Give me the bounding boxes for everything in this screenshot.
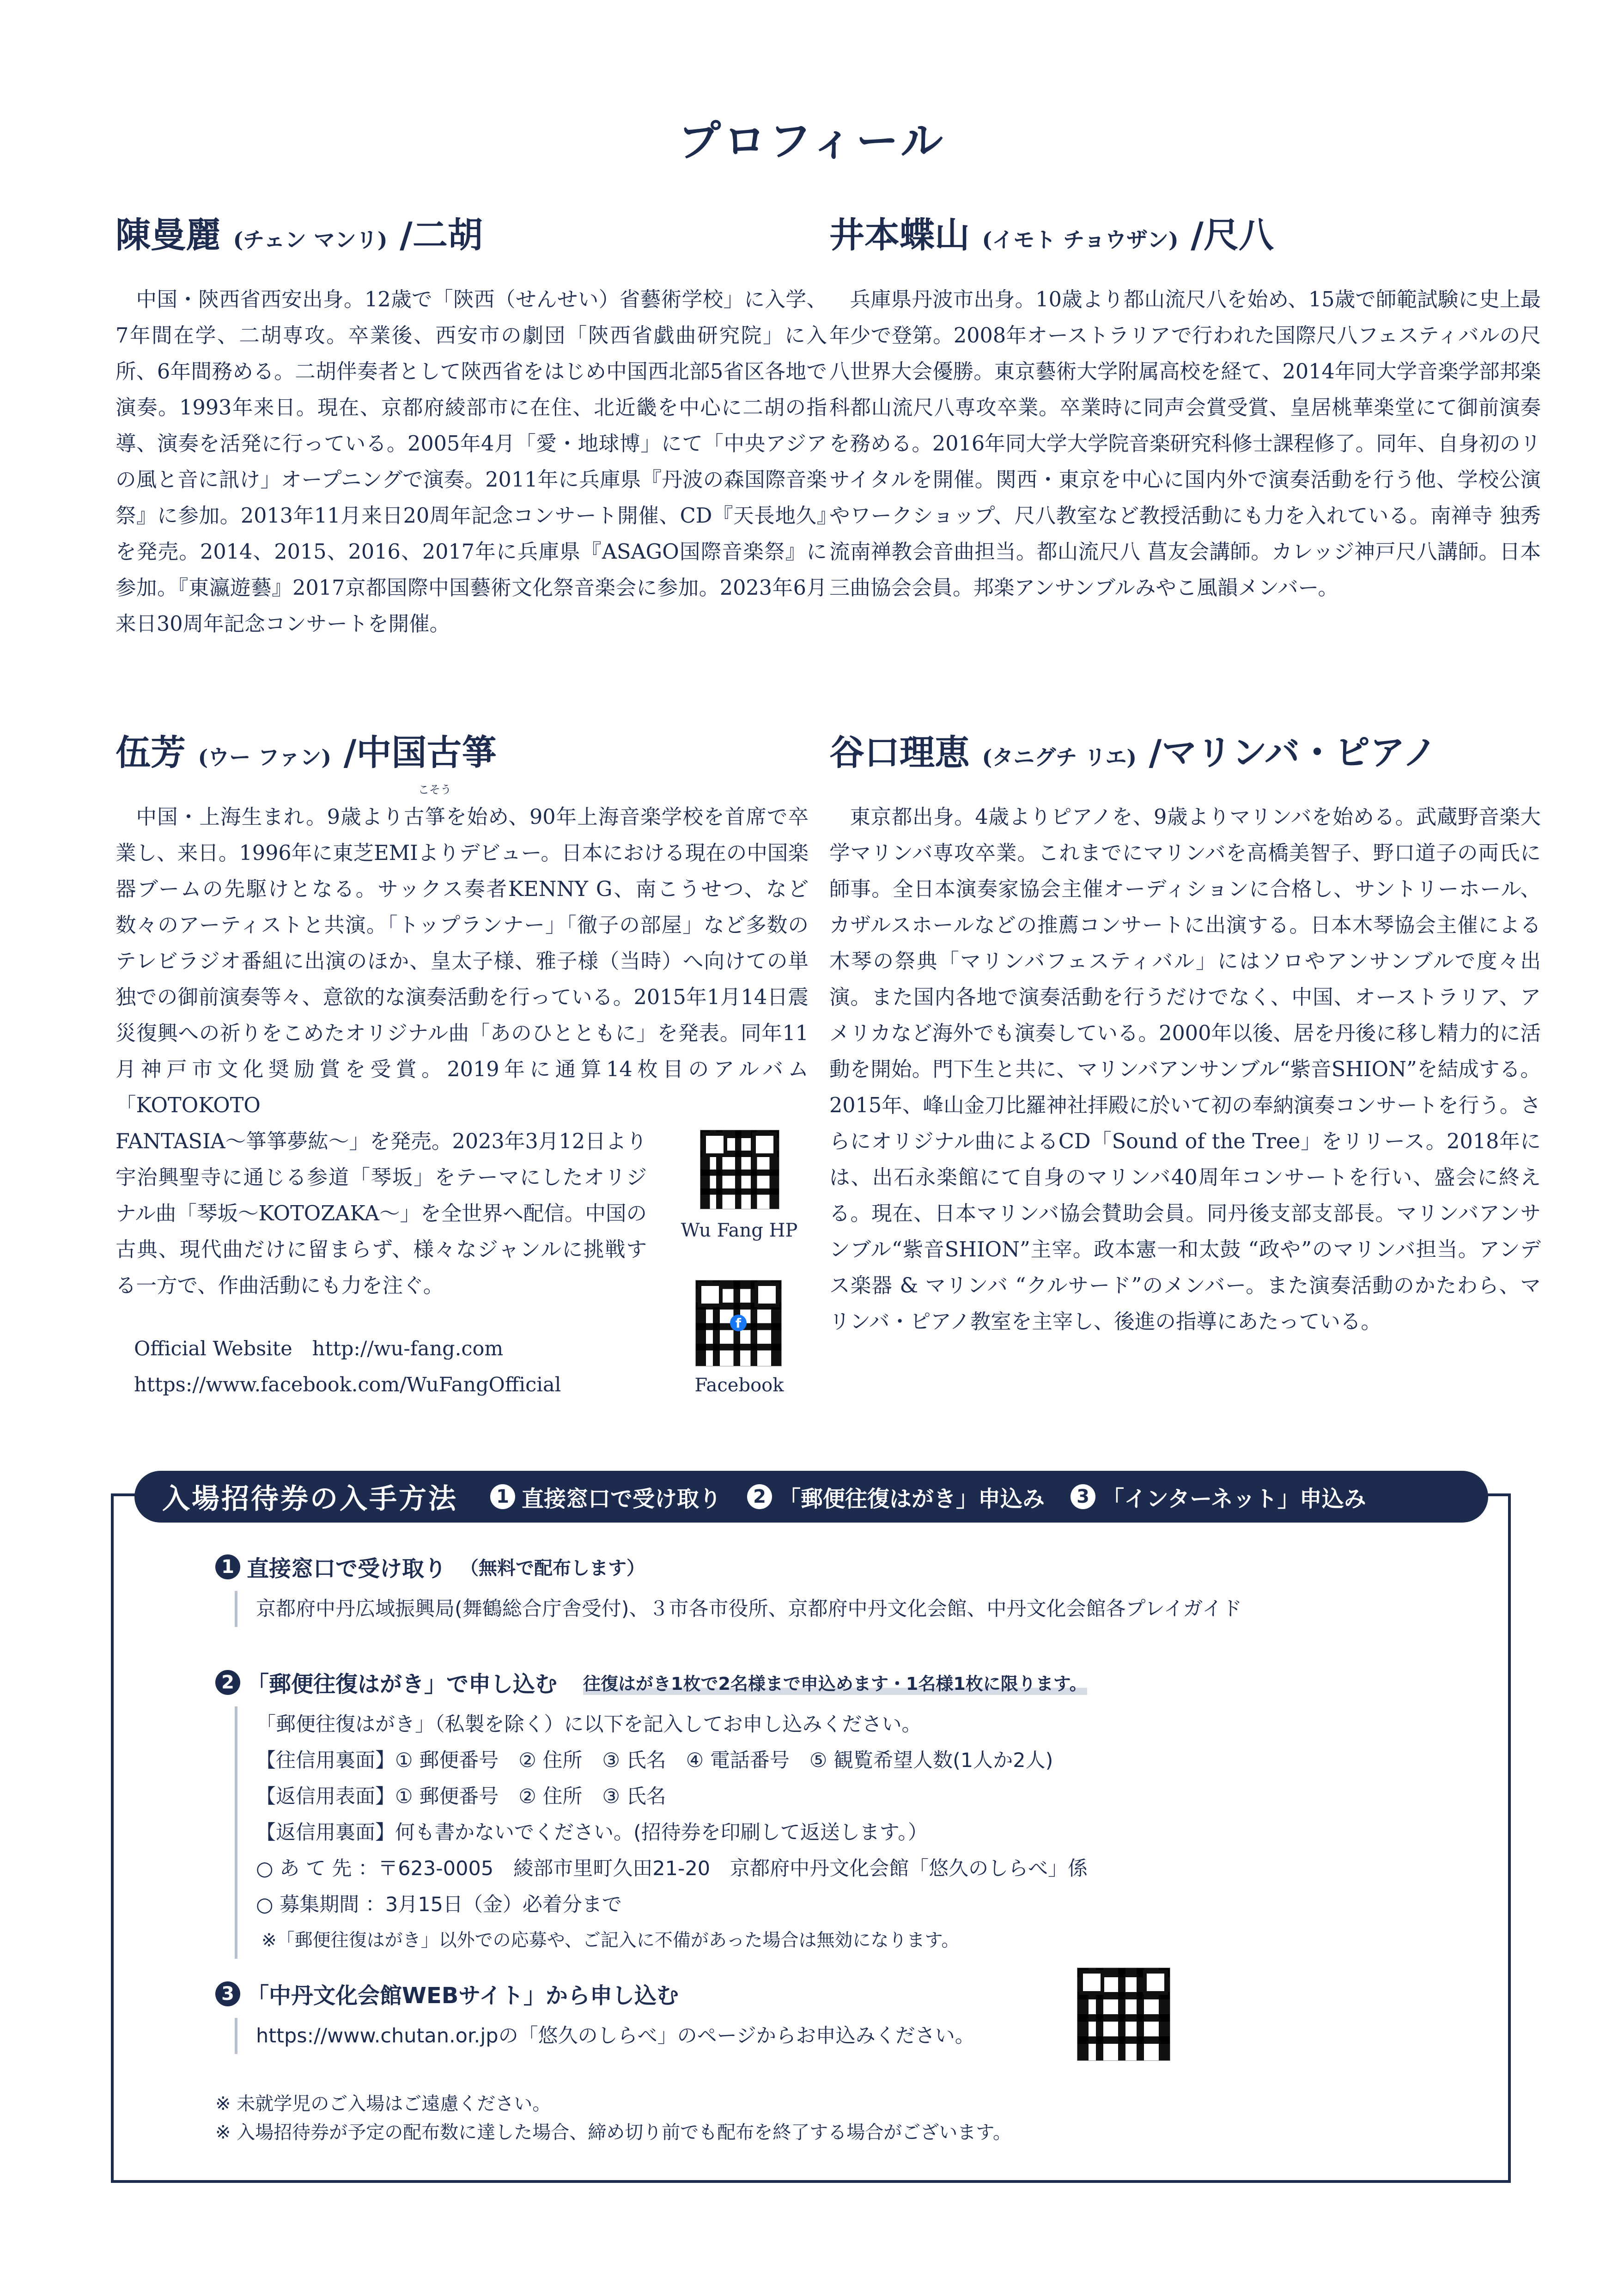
- section-title: 「郵便往復はがき」で申し込む: [247, 1671, 558, 1697]
- section-number: 2: [215, 1670, 240, 1695]
- name-text: 陳曼麗: [116, 214, 221, 256]
- profile-taniguchi-rie: [829, 732, 1541, 1340]
- deadline-line: ○ 募集期間 ：3月15日（金）必着分まで: [256, 1893, 622, 1916]
- section-number: 3: [215, 1981, 240, 2006]
- profile-bio: 兵庫県丹波市出身。10歳より都山流尺八を始め、15歳で師範試験に史上最年少で登第。2008年オーストラリアで行われた国際尺八フェスティバルの尺八世界大会優勝。東京藝術大学附属高校を経て、2014年同大学音楽学部邦楽科都山流尺八専攻卒業。卒業時に同声会賞受賞、皇居桃華楽堂にて御前演奏を務める。2016年同大学大学院音楽研究科修士課程修了。同年、自身初のリサイタルを開催。関西・東京を中心に国内外で演奏活動を行う他、学校公演やワークショップ、尺八教室など教授活動にも力を入れている。南禅寺 独秀流南禅教会音曲担当。都山流尺八 菖友会講師。カレッジ神戸尺八講師。日本三曲協会会員。邦楽アンサンブルみやこ風韻メンバー。: [829, 288, 1541, 600]
- name-text: 伍芳: [116, 732, 186, 773]
- profile-bio: 中国・陝西省西安出身。12歳で「陝西（せんせい）省藝術学校」に入学、7年間在学、二胡専攻。卒業後、西安市の劇団「陝西省戯曲研究院」に入所、6年間務める。二胡伴奏者として陝西省をはじめ中国西北部5省区各地で演奏。1993年来日。現在、京都府綾部市に在住、北近畿を中心に二胡の指導、演奏を活発に行っている。2005年4月「愛・地球博」にて「中央アジアの風と音に訊け」オープニングで演奏。2011年に兵庫県『丹波の森国際音楽祭』に参加。2013年11月来日20周年記念コンサート開催、CD『天長地久』を発売。2014、2015、2016、2017年に兵庫県『ASAGO国際音楽祭』に参加。『東瀛遊藝』2017京都国際中国藝術文化祭音楽会に参加。2023年6月来日30周年記念コンサートを開催。: [116, 288, 827, 636]
- footnote: ※ 未就学児のご入場はご遠慮ください。: [215, 2093, 551, 2114]
- name-reading: (チェン マンリ): [233, 227, 388, 252]
- instrument-role: /マリンバ・ピアノ: [1149, 732, 1437, 773]
- distribution-places: 京都府中丹広域振興局(舞鶴総合庁舎受付)、３市各市役所、京都府中丹文化会館、中丹文化会館各プレイガイド: [256, 1597, 1242, 1621]
- section-web: [215, 1978, 975, 2054]
- section-note: （無料で配布します）: [460, 1558, 645, 1579]
- section-heading: [215, 1551, 1242, 1583]
- name-text: 谷口理恵: [829, 732, 970, 773]
- profile-chen-manli: [116, 215, 827, 642]
- ruby-kosou: こそう: [418, 783, 451, 796]
- instruction-line: 【返信用表面】① 郵便番号 ② 住所 ③ 氏名: [256, 1785, 666, 1808]
- instrument-role: /二胡: [400, 214, 483, 256]
- wu-fang-facebook-qr-icon[interactable]: [695, 1280, 782, 1366]
- banner-step-1: [490, 1481, 721, 1513]
- section-title: 直接窓口で受け取り: [247, 1556, 447, 1582]
- chutan-web-qr-icon[interactable]: [1077, 1968, 1170, 2061]
- profile-name: [829, 215, 1541, 255]
- profile-imoto-chozan: [829, 215, 1541, 606]
- footnotes: [215, 2090, 1011, 2147]
- profile-bio-continued: FANTASIA〜箏箏夢紘〜」を発売。2023年3月12日より宇治興聖寺に通じる参道「琴坂」をテーマにしたオリジナル曲「琴坂〜KOTOZAKA〜」を全世界へ配信。中国の古典、現代曲だけに留まらず、様々なジャンルに挑戦する一方で、作曲活動にも力を注ぐ。: [116, 1130, 647, 1298]
- section-counter: [215, 1551, 1242, 1627]
- profile-bio: 中国・上海生まれ。9歳より古箏を始め、90年上海音楽学校を首席で卒業し、来日。1996年に東芝EMIよりデビュー。日本における現在の中国楽器ブームの先駆けとなる。サックス奏者KENNY G、南こうせつ、など数々のアーティストと共演。「トップランナー」「徹子の部屋」など多数のテレビラジオ番組に出演のほか、皇太子様、雅子様（当時）へ向けての単独での御前演奏等々、意欲的な演奏活動を行っている。2015年1月14日震災復興への祈りをこめたオリジナル曲「あのひとともに」を発表。同年11月神戸市文化奨励賞を受賞。2019年に通算14枚目のアルバム「KOTOKOTO: [116, 805, 809, 1118]
- section-number: 1: [215, 1554, 240, 1579]
- instruction-line: 「郵便往復はがき」（私製を除く）に以下を記入してお申し込みください。: [256, 1713, 922, 1736]
- section-heading: [215, 1978, 975, 2010]
- banner-step-3: [1071, 1481, 1366, 1513]
- facebook-icon: f: [730, 1315, 747, 1331]
- step-number-2: 2: [747, 1484, 772, 1509]
- profile-name: [116, 215, 827, 255]
- section-body: [235, 1706, 1088, 1959]
- profile-name: [116, 732, 809, 773]
- step-number-3: 3: [1071, 1484, 1095, 1509]
- profile-name: [829, 732, 1541, 773]
- qr-hp-label: Wu Fang HP: [681, 1220, 798, 1241]
- qr-fb-label: Facebook: [694, 1375, 784, 1396]
- step-label: 直接窓口で受け取り: [522, 1486, 722, 1512]
- step-number-1: 1: [490, 1484, 515, 1509]
- warning-line: ※「郵便往復はがき」以外での応募や、ご記入に不備があった場合は無効になります。: [262, 1930, 960, 1951]
- name-reading: (ウー ファン): [198, 745, 332, 770]
- section-body: [235, 2018, 975, 2054]
- profile-wu-fang: [116, 732, 809, 1304]
- web-url-line[interactable]: https://www.chutan.or.jpの「悠久のしらべ」のページからお申込みください。: [256, 2024, 975, 2047]
- section-body: [235, 1591, 1242, 1627]
- wu-fang-links: [134, 1331, 561, 1403]
- instruction-line: 【返信用裏面】何も書かないでください。(招待券を印刷して返送します。）: [256, 1821, 928, 1844]
- official-website-link[interactable]: Official Website http://wu-fang.com: [134, 1337, 504, 1360]
- section-title: 「中丹文化会館WEBサイト」から申し込む: [247, 1983, 679, 2009]
- section-note: 往復はがき1枚で2名様まで申込めます・1名様1枚に限ります。: [583, 1670, 1087, 1695]
- instrument-role: /尺八: [1191, 214, 1274, 256]
- footnote: ※ 入場招待券が予定の配布数に達した場合、締め切り前でも配布を終了する場合がございます。: [215, 2122, 1012, 2143]
- name-reading: (イモト チョウザン): [982, 227, 1179, 252]
- name-reading: (タニグチ リエ): [982, 745, 1137, 770]
- banner-title: 入場招待券の入手方法: [162, 1483, 458, 1515]
- step-label: 「郵便往復はがき」申込み: [779, 1486, 1045, 1512]
- wu-fang-hp-qr-icon[interactable]: [700, 1130, 779, 1209]
- name-text: 井本蝶山: [829, 214, 970, 256]
- section-postcard: [215, 1666, 1088, 1959]
- address-line: ○ あ て 先 ：〒623-0005 綾部市里町久田21-20 京都府中丹文化会館「悠久のしらべ」係: [256, 1857, 1088, 1880]
- ticket-info-box: [111, 1483, 1511, 2183]
- profile-bio: 東京都出身。4歳よりピアノを、9歳よりマリンバを始める。武蔵野音楽大学マリンバ専攻卒業。これまでにマリンバを高橋美智子、野口道子の両氏に師事。全日本演奏家協会主催オーディションに合格し、サントリーホール、カザルスホールなどの推薦コンサートに出演する。日本木琴協会主催による木琴の祭典「マリンバフェスティバル」にはソロやアンサンブルで度々出演。また国内各地で演奏活動を行うだけでなく、中国、オーストラリア、アメリカなど海外でも演奏している。2000年以後、居を丹後に移し精力的に活動を開始。門下生と共に、マリンバアンサンブル“紫音SHION”を結成する。2015年、峰山金刀比羅神社拝殿に於いて初の奉納演奏コンサートを行う。さらにオリジナル曲によるCD「Sound of the Tree」をリリース。2018年には、出石永楽館にて自身のマリンバ40周年コンサートを行い、盛会に終える。現在、日本マリンバ協会賛助会員。同丹後支部支部長。マリンバアンサンブル“紫音SHION”主宰。政本憲一和太鼓 “政や”のマリンバ担当。アンデス楽器 & マリンバ “クルサード”のメンバー。また演奏活動のかたわら、マリンバ・ピアノ教室を主宰し、後進の指導にあたっている。: [829, 805, 1541, 1334]
- facebook-link[interactable]: https://www.facebook.com/WuFangOfficial: [134, 1373, 561, 1396]
- banner-step-2: [747, 1481, 1045, 1513]
- instrument-role: /中国古箏: [343, 732, 497, 773]
- step-label: 「インターネット」申込み: [1102, 1486, 1366, 1512]
- instruction-line: 【往信用裏面】① 郵便番号 ② 住所 ③ 氏名 ④ 電話番号 ⑤ 観覧希望人数(1人か2人): [256, 1749, 1053, 1772]
- section-heading: [215, 1666, 1088, 1698]
- ticket-banner: [134, 1471, 1488, 1523]
- page-title: プロフィール: [678, 116, 946, 166]
